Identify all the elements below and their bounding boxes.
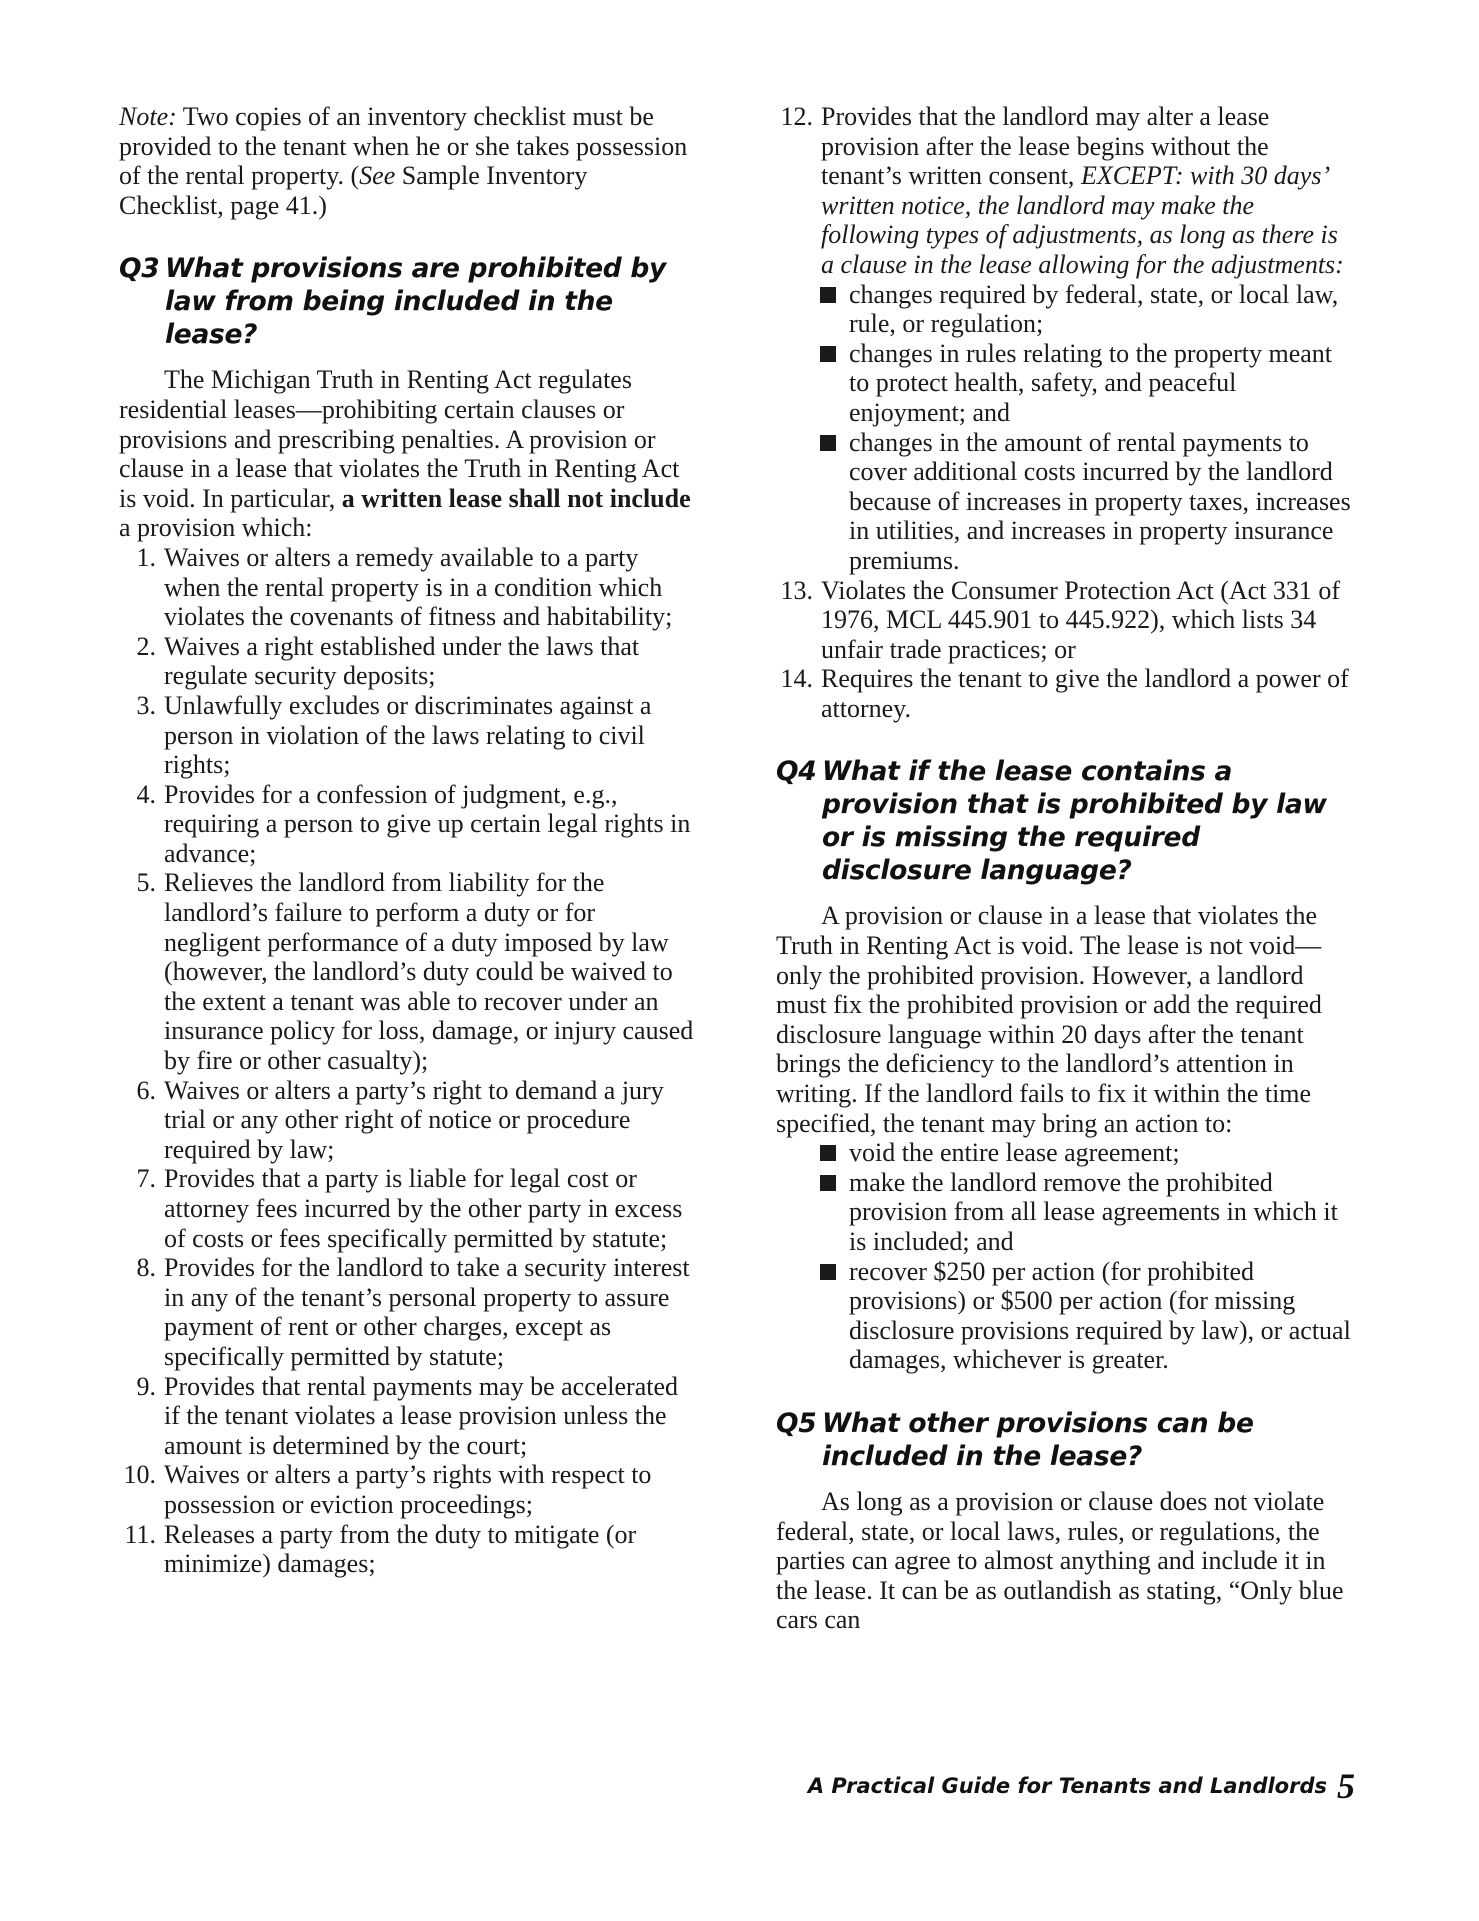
item-text: Unlawfully excludes or discriminates against a person in violation of the laws relating to civil rights; <box>164 690 652 780</box>
item-number: 14. <box>780 664 813 694</box>
item-number: 10. <box>123 1460 156 1490</box>
square-bullet-icon <box>820 287 836 303</box>
page-number: 5 <box>1337 1766 1355 1806</box>
list-item <box>776 102 1354 280</box>
q5-heading <box>776 1407 1354 1473</box>
q3-intro <box>119 365 697 543</box>
q4-number: Q4 <box>776 756 817 788</box>
bullet-text: changes in the amount of rental payments to cover additional costs incurred by the landlord because of increases in property taxes, increases in utilities, and increases in property insurance premiums. <box>849 427 1351 575</box>
item-text: Waives or alters a party’s right to demand a jury trial or any other right of notice or procedure required by law; <box>164 1075 664 1164</box>
q5-title: What other provisions can be included in the lease? <box>822 1407 1254 1472</box>
bullet-item <box>820 428 1354 576</box>
item-number: 1. <box>136 542 156 572</box>
item-number: 7. <box>136 1164 156 1194</box>
q3-number: Q3 <box>119 253 160 285</box>
adjustments-bullet-list <box>776 280 1354 576</box>
q3-heading <box>119 252 697 351</box>
bullet-item <box>820 339 1354 428</box>
list-item <box>119 543 697 632</box>
q4-body: A provision or clause in a lease that violates the Truth in Renting Act is void. The lease is not void—only the prohibited provision. However, a landlord must fix the prohibited provision or add the required disclosure language within 20 days after the tenant brings the deficiency to the landlord’s attention in writing. If the landlord fails to fix it within the time specified, the tenant may bring an action to: <box>776 901 1322 1138</box>
item-text: Requires the tenant to give the landlord a power of attorney. <box>821 664 1349 723</box>
list-item <box>119 1164 697 1253</box>
right-column <box>776 102 1354 1635</box>
item-number: 9. <box>136 1371 156 1401</box>
list-item <box>119 1520 697 1579</box>
square-bullet-icon <box>820 1264 836 1280</box>
tenant-actions-bullet-list <box>776 1138 1354 1375</box>
q3-intro-bold: a written lease shall not include <box>341 483 691 513</box>
bullet-item <box>820 1168 1354 1257</box>
note-see: See <box>359 161 396 191</box>
item-text: Releases a party from the duty to mitigate (or minimize) damages; <box>164 1519 637 1579</box>
list-item <box>119 632 697 691</box>
note-label: Note: <box>119 102 177 131</box>
item-text: Provides that the landlord may alter a lease provision after the lease begins without the tenant’s written consent, <box>821 102 1270 191</box>
item-number: 13. <box>780 575 813 605</box>
list-item <box>119 1372 697 1461</box>
item-text: Provides that a party is liable for legal cost or attorney fees incurred by the other party in excess of costs or fees specifically permitted by statute; <box>164 1164 683 1253</box>
square-bullet-icon <box>820 435 836 451</box>
bullet-text: void the entire lease agreement; <box>849 1138 1180 1168</box>
item-text: Provides for a confession of judgment, e.g., requiring a person to give up certain legal rights in advance; <box>164 779 691 868</box>
note-paragraph <box>119 102 697 220</box>
bullet-text: make the landlord remove the prohibited provision from all lease agreements in which it is included; and <box>849 1167 1338 1256</box>
bullet-item <box>820 1257 1354 1375</box>
bullet-text: recover $250 per action (for prohibited provisions) or $500 per action (for missing disclosure provisions required by law), or actual damages, whichever is greater. <box>849 1256 1351 1375</box>
item-text: Relieves the landlord from liability for the landlord’s failure to perform a duty or for negligent performance of a duty imposed by law (however, the landlord’s duty could be waived to the extent a tenant was able to recover under an insurance policy for loss, damage, or injury caused by fire or other casualty); <box>164 868 694 1076</box>
bullet-text: changes in rules relating to the property meant to protect health, safety, and peaceful enjoyment; and <box>849 338 1333 427</box>
list-item <box>119 868 697 1075</box>
list-item <box>776 664 1354 723</box>
q3-intro-text: The Michigan Truth in Renting Act regulates residential leases—prohibiting certain clauses or provisions and prescribing penalties. A provision or clause in a lease that violates the Truth in Renting Act is void. In particular, <box>119 365 680 513</box>
item-number: 2. <box>136 631 156 661</box>
note-text: Two copies of an inventory checklist must be provided to the tenant when he or she takes possession of the rental property. ( <box>119 102 688 191</box>
q3-intro-end: a provision which: <box>119 513 313 543</box>
item-number: 6. <box>136 1075 156 1105</box>
note-text-end: Sample Inventory Checklist, page 41.) <box>119 161 588 220</box>
list-item <box>776 576 1354 665</box>
list-item <box>119 780 697 869</box>
q4-title: What if the lease contains a provision that is prohibited by law or is missing the required disclosure language? <box>822 756 1327 887</box>
prohibited-provisions-list-end <box>776 576 1354 724</box>
item-italic-text: EXCEPT: with 30 days’ written notice, the landlord may make the following types of adjustments, as long as there is a clause in the lease allowing for the adjustments: <box>821 161 1344 279</box>
item-number: 12. <box>780 102 813 131</box>
square-bullet-icon <box>820 1145 836 1161</box>
list-item <box>119 1253 697 1371</box>
q5-body: As long as a provision or clause does not violate federal, state, or local laws, rules, or regulations, the parties can agree to almost anything and include it in the lease. It can be as outlandish as stating, “Only blue cars can <box>776 1486 1344 1635</box>
item-number: 11. <box>124 1519 156 1549</box>
footer-title: A Practical Guide for Tenants and Landlords <box>807 1774 1327 1798</box>
item-text: Waives or alters a remedy available to a party when the rental property is in a condition which violates the covenants of fitness and habitability; <box>164 542 673 632</box>
item-text: Provides that rental payments may be accelerated if the tenant violates a lease provision unless the amount is determined by the court; <box>164 1371 679 1460</box>
list-item <box>119 1460 697 1519</box>
prohibited-provisions-list-continued <box>776 102 1354 280</box>
item-number: 3. <box>136 690 156 720</box>
q3-title: What provisions are prohibited by law from being included in the lease? <box>165 253 666 351</box>
page-footer <box>808 1765 1355 1807</box>
list-item <box>119 1076 697 1165</box>
item-text: Violates the Consumer Protection Act (Act 331 of 1976, MCL 445.901 to 445.922), which lists 34 unfair trade practices; or <box>821 575 1341 664</box>
prohibited-provisions-list <box>119 543 697 1579</box>
bullet-text: changes required by federal, state, or local law, rule, or regulation; <box>849 279 1339 339</box>
q5-number: Q5 <box>776 1407 817 1439</box>
item-number: 5. <box>136 868 156 898</box>
square-bullet-icon <box>820 346 836 362</box>
item-number: 8. <box>136 1253 156 1283</box>
list-item <box>119 691 697 780</box>
item-text: Waives or alters a party’s rights with respect to possession or eviction proceedings; <box>164 1460 652 1519</box>
q4-heading <box>776 755 1354 887</box>
item-number: 4. <box>136 779 156 809</box>
left-column <box>119 102 697 1579</box>
square-bullet-icon <box>820 1175 836 1191</box>
bullet-item <box>820 280 1354 339</box>
bullet-item <box>820 1138 1354 1168</box>
item-text: Waives a right established under the laws that regulate security deposits; <box>164 631 640 691</box>
item-text: Provides for the landlord to take a security interest in any of the tenant’s personal property to assure payment of rent or other charges, except as specifically permitted by statute; <box>164 1253 690 1371</box>
